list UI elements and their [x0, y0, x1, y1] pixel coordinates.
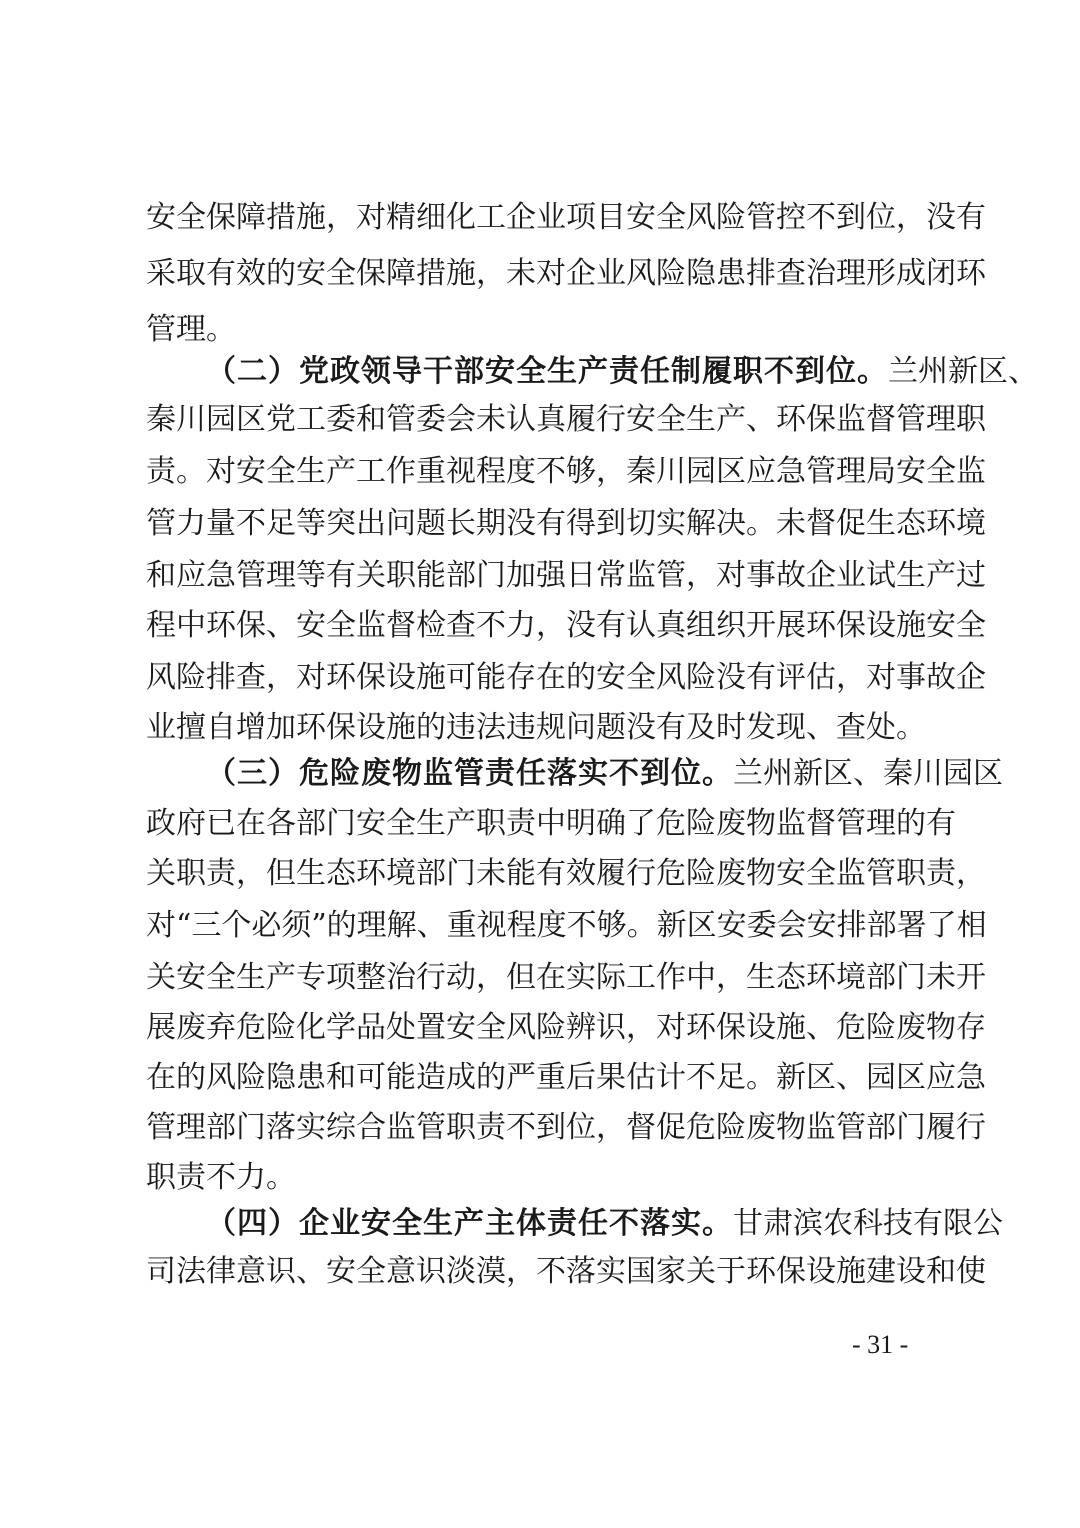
text-line: 秦川园区党工委和管委会未认真履行安全生产、环保监督管理职: [146, 402, 986, 437]
text-line: 管理部门落实综合监管职责不到位，督促危险废物监管部门履行: [146, 1110, 986, 1145]
text-line: 政府已在各部门安全生产职责中明确了危险废物监督管理的有: [146, 806, 956, 841]
text-line: 职责不力。: [146, 1160, 296, 1195]
text-line: 对“三个必须”的理解、重视程度不够。新区安委会安排部署了相: [146, 908, 987, 943]
text-line: 关职责，但生态环境部门未能有效履行危险废物安全监管职责，: [146, 856, 986, 891]
section-heading-4: （四）企业安全生产主体责任不落实。: [206, 1206, 733, 1241]
text-run: 甘肃滨农科技有限公: [733, 1206, 1003, 1241]
text-line: 管力量不足等突出问题长期没有得到切实解决。未督促生态环境: [146, 506, 986, 541]
text-line: 风险排查，对环保设施可能存在的安全风险没有评估，对事故企: [146, 660, 986, 695]
text-line: 安全保障措施，对精细化工企业项目安全风险管控不到位，没有: [146, 200, 986, 235]
section-heading-line: [206, 746, 1003, 802]
text-line: 责。对安全生产工作重视程度不够，秦川园区应急管理局安全监: [146, 454, 986, 489]
text-line: 在的风险隐患和可能造成的严重后果估计不足。新区、园区应急: [146, 1060, 986, 1095]
text-line: 司法律意识、安全意识淡漠，不落实国家关于环保设施建设和使: [146, 1254, 986, 1289]
section-heading-3: （三）危险废物监管责任落实不到位。: [206, 756, 733, 791]
text-line: 和应急管理等有关职能部门加强日常监管，对事故企业试生产过: [146, 558, 986, 593]
text-line: 展废弃危险化学品处置安全风险辨识，对环保设施、危险废物存: [146, 1010, 986, 1045]
text-line: 关安全生产专项整治行动，但在实际工作中，生态环境部门未开: [146, 960, 986, 995]
section-heading-2: （二）党政领导干部安全生产责任制履职不到位。: [206, 354, 888, 389]
text-line: 采取有效的安全保障措施，未对企业风险隐患排查治理形成闭环: [146, 256, 986, 291]
text-run: 兰州新区、秦川园区: [733, 756, 1003, 791]
text-run: 兰州新区、: [888, 354, 1038, 389]
text-line: 管理。: [146, 312, 236, 347]
text-line: 业擅自增加环保设施的违法违规问题没有及时发现、查处。: [146, 710, 926, 745]
text-line: 程中环保、安全监督检查不力，没有认真组织开展环保设施安全: [146, 608, 986, 643]
page-number: - 31 -: [852, 1330, 909, 1359]
